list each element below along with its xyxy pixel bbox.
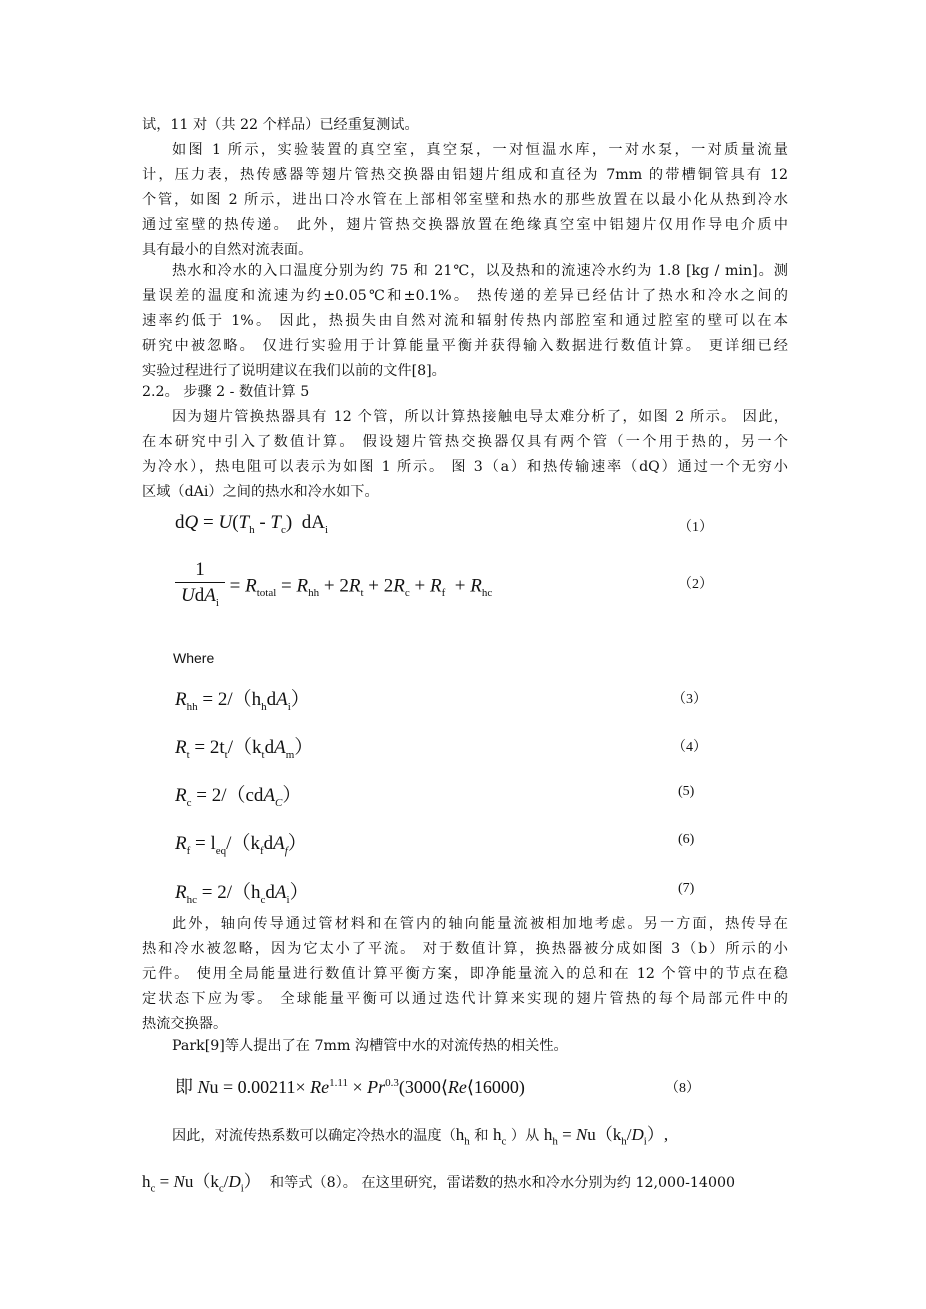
paragraph-2 <box>142 259 788 384</box>
equation-4: $R_t = 2t_t/(k_tdA_m)$ <box>175 737 314 761</box>
where-label: Where <box>173 650 215 666</box>
text-line: 研究中被忽略。 仅进行实验用于计算能量平衡并获得输入数据进行数值计算。 更详细已经 <box>142 338 788 354</box>
paragraph-7: $h_c = Nu(k_c/D_i)$ 和等式（8）。 在这里研究，雷诺数的热水和冷水分别为约 12,000-14000 <box>142 1172 736 1195</box>
equation-number: (7) <box>678 881 695 896</box>
paragraph-3 <box>142 405 788 505</box>
text-line: Park[9]等人提出了在 7mm 沟槽管中水的对流传热的相关性。 <box>172 1038 568 1054</box>
text-line: 实验过程进行了说明建议在我们以前的文件[8]。 <box>142 363 446 379</box>
equation-number: (6) <box>678 832 695 847</box>
equation-6: $R_f = l_{eq}/(k_fdA_f)$ <box>175 833 307 857</box>
equation-number: (5) <box>678 784 695 799</box>
paragraph-4 <box>142 912 788 1037</box>
equation-prefix: 即 <box>175 1077 193 1097</box>
equation-7: $R_{hc} = 2/(h_cdA_i)$ <box>175 882 309 906</box>
equation-number: （4） <box>672 740 707 755</box>
text-line: 区域（dAi）之间的热水和冷水如下。 <box>142 484 379 500</box>
text-line: 为冷水），热电阻可以表示为如图 1 所示。 图 3（a）和热传输速率（dQ）通过一个无穷小 <box>142 459 788 475</box>
text-line: 因为翅片管换热器具有 12 个管，所以计算热接触电导太难分析了，如图 2 所示。 因此， <box>172 409 788 425</box>
text-fragment: 因此，对流传热系数可以确定冷热水的温度（ <box>172 1128 456 1144</box>
text-line: 量误差的温度和流速为约±0.05℃和±0.1%。 热传递的差异已经估计了热水和冷水之间的 <box>142 288 788 304</box>
text-line: 热流交换器。 <box>142 1016 228 1032</box>
equation-3: $R_{hh} = 2/(h_hdA_i)$ <box>175 689 310 713</box>
fraction: $\frac{1}{UdA_i}$ <box>175 558 225 616</box>
paragraph-0 <box>142 113 788 138</box>
text-line: 计，压力表，热传感器等翅片管热交换器由铝翅片组成和直径为 7mm 的带槽铜管具有 12 <box>142 167 788 183</box>
text-line: 试，11 对（共 22 个样品）已经重复测试。 <box>142 117 419 133</box>
text-line: 具有最小的自然对流表面。 <box>142 242 313 258</box>
text-line: 热水和冷水的入口温度分别为约 75 和 21℃，以及热和的流速冷水约为 1.8 [kg / min]。测 <box>172 263 788 279</box>
text-fragment: ）从 <box>510 1128 540 1144</box>
paragraph-5 <box>172 1034 788 1059</box>
text-fragment: 和 <box>474 1128 489 1144</box>
text-line: 个管，如图 2 所示，进出口冷水管在上部相邻室壁和热水的那些放置在以最小化从热到冷水 <box>142 192 788 208</box>
equation-5: $R_c = 2/(cdA_C)$ <box>175 785 302 809</box>
text-line: 在本研究中引入了数值计算。 假设翅片管热交换器仅具有两个管（一个用于热的，另一个 <box>142 434 788 450</box>
equation-number: （2） <box>678 577 713 592</box>
equation-8: 即 $Nu = 0.00211\times Re^{1.11}$ × $Pr^{0.3}(3000⟨Re⟨16000)$ <box>175 1077 525 1097</box>
equation-number: （3） <box>672 692 707 707</box>
text-line: 速率约低于 1%。 因此，热损失由自然对流和辐射传热内部腔室和通过腔室的壁可以在本 <box>142 313 788 329</box>
text-fragment: 和等式（8）。 在这里研究，雷诺数的热水和冷水分别为约 12,000-14000 <box>269 1175 736 1191</box>
text-line: 元件。 使用全局能量进行数值计算平衡方案，即净能量流入的总和在 12 个管中的节点在稳 <box>142 966 788 982</box>
text-line: 热和冷水被忽略，因为它太小了平流。 对于数值计算，换热器被分成如图 3（b）所示的小 <box>142 941 788 957</box>
equation-1: dQ = $U(T_h - T_c)$ $dA_i$ <box>175 512 329 536</box>
section-heading: 2.2。 步骤 2 - 数值计算 5 <box>142 384 310 400</box>
paragraph-6: 因此，对流传热系数可以确定冷热水的温度（$h_h$ 和 $h_c$ ）从 $h_h = Nu(k_h/D_i)$, <box>172 1125 669 1148</box>
text-line: 如图 1 所示，实验装置的真空室，真空泵，一对恒温水库，一对水泵，一对质量流量 <box>172 142 788 158</box>
equation-number: （8） <box>665 1081 700 1096</box>
equation-2: $\frac{1}{UdA_i}$ = $R_{total} = R_{hh} + 2R_t + 2R_c + R_f + R_{hc}$ <box>175 558 492 616</box>
text-line: 此外，轴向传导通过管材料和在管内的轴向能量流被相加地考虑。另一方面，热传导在 <box>172 916 788 932</box>
text-line: 通过室壁的热传递。 此外，翅片管热交换器放置在绝缘真空室中铝翅片仅用作导电介质中 <box>142 217 788 233</box>
text-line: 定状态下应为零。 全球能量平衡可以通过迭代计算来实现的翅片管热的每个局部元件中的 <box>142 991 788 1007</box>
equation-number: （1） <box>678 520 713 535</box>
paragraph-1 <box>142 138 788 263</box>
